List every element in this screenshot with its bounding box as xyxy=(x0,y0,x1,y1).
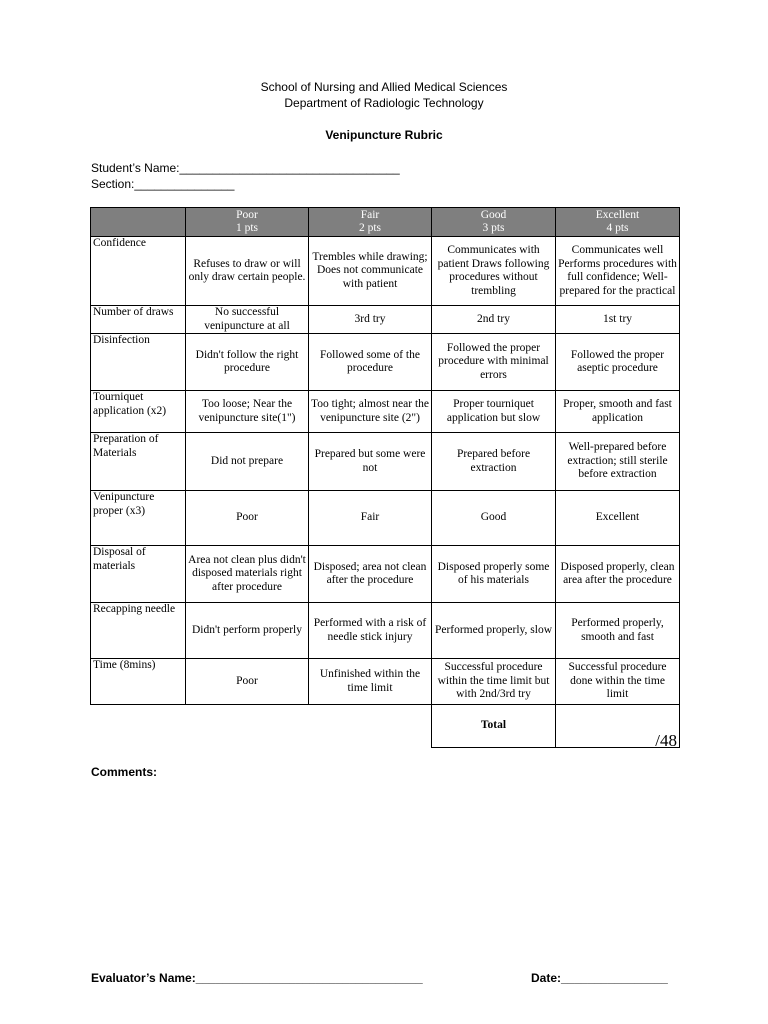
rubric-cell-excellent: Followed the proper aseptic procedure xyxy=(556,334,680,391)
rubric-header-row xyxy=(91,208,680,237)
rubric-cell-fair: Followed some of the procedure xyxy=(309,334,432,391)
blank-cell xyxy=(91,705,186,748)
rubric-cell-good: Performed properly, slow xyxy=(432,603,556,659)
level-name: Fair xyxy=(360,209,380,221)
rubric-title: Venipuncture Rubric xyxy=(325,128,443,142)
evaluator-name-field[interactable]: Evaluator’s Name:__________________________________ xyxy=(91,971,423,985)
rubric-cell-excellent: Communicates well Performs procedures with full confidence; Well-prepared for the practical xyxy=(556,237,680,306)
rubric-cell-poor: Didn't perform properly xyxy=(186,603,309,659)
blank-cell xyxy=(309,705,432,748)
rubric-cell-good: Proper tourniquet application but slow xyxy=(432,391,556,433)
rubric-row-tourniquet xyxy=(91,391,680,433)
department-name: Department of Radiologic Technology xyxy=(284,96,484,110)
rubric-row-recapping xyxy=(91,603,680,659)
rubric-row-number-of-draws xyxy=(91,306,680,334)
rubric-cell-fair: Unfinished within the time limit xyxy=(309,659,432,705)
rubric-cell-excellent: Performed properly, smooth and fast xyxy=(556,603,680,659)
rubric-row-confidence xyxy=(91,237,680,306)
rubric-table xyxy=(90,207,680,748)
rubric-cell-good: Communicates with patient Draws following procedures without trembling xyxy=(432,237,556,306)
criterion-label: Disinfection xyxy=(91,334,186,391)
comments-label: Comments: xyxy=(91,765,158,779)
student-name-field[interactable]: Student’s Name:_________________________________ xyxy=(91,161,400,175)
rubric-cell-excellent: Proper, smooth and fast application xyxy=(556,391,680,433)
criterion-label: Recapping needle xyxy=(91,603,186,659)
rubric-cell-excellent: 1st try xyxy=(556,306,680,334)
rubric-cell-poor: Did not prepare xyxy=(186,433,309,491)
rubric-cell-excellent: Excellent xyxy=(556,491,680,546)
section-field[interactable]: Section:_______________ xyxy=(91,177,235,191)
rubric-cell-good: Good xyxy=(432,491,556,546)
rubric-cell-poor: Too loose; Near the venipuncture site(1") xyxy=(186,391,309,433)
rubric-cell-fair: Prepared but some were not xyxy=(309,433,432,491)
total-label: Total xyxy=(432,705,556,748)
rubric-cell-poor: Area not clean plus didn't disposed materials right after procedure xyxy=(186,546,309,603)
rubric-cell-poor: Poor xyxy=(186,659,309,705)
rubric-cell-fair: Performed with a risk of needle stick injury xyxy=(309,603,432,659)
criterion-header xyxy=(91,208,186,237)
rubric-cell-good: Successful procedure within the time limit but with 2nd/3rd try xyxy=(432,659,556,705)
criterion-label: Confidence xyxy=(91,237,186,306)
criterion-label: Venipuncture proper (x3) xyxy=(91,491,186,546)
rubric-cell-excellent: Disposed properly, clean area after the procedure xyxy=(556,546,680,603)
level-header-excellent xyxy=(556,208,680,237)
level-pts: 2 pts xyxy=(358,222,382,234)
rubric-row-time xyxy=(91,659,680,705)
level-pts: 3 pts xyxy=(482,222,505,234)
blank-cell xyxy=(186,705,309,748)
criterion-label: Time (8mins) xyxy=(91,659,186,705)
level-name: Poor xyxy=(236,209,258,221)
level-header-poor xyxy=(186,208,309,237)
rubric-cell-good: Followed the proper procedure with minimal errors xyxy=(432,334,556,391)
rubric-cell-fair: Disposed; area not clean after the procedure xyxy=(309,546,432,603)
rubric-total-row xyxy=(91,705,680,748)
rubric-row-venipuncture-proper xyxy=(91,491,680,546)
criterion-label: Tourniquet application (x2) xyxy=(91,391,186,433)
rubric-cell-good: 2nd try xyxy=(432,306,556,334)
rubric-cell-good: Disposed properly some of his materials xyxy=(432,546,556,603)
level-header-good xyxy=(432,208,556,237)
rubric-row-disposal xyxy=(91,546,680,603)
rubric-row-disinfection xyxy=(91,334,680,391)
rubric-cell-fair: 3rd try xyxy=(309,306,432,334)
date-field[interactable]: Date:________________ xyxy=(531,971,668,985)
level-name: Good xyxy=(480,209,507,221)
rubric-cell-fair: Fair xyxy=(309,491,432,546)
rubric-cell-fair: Trembles while drawing; Does not communicate with patient xyxy=(309,237,432,306)
rubric-cell-excellent: Well-prepared before extraction; still sterile before extraction xyxy=(556,433,680,491)
rubric-cell-poor: Refuses to draw or will only draw certain people. xyxy=(186,237,309,306)
school-name: School of Nursing and Allied Medical Sciences xyxy=(260,80,508,94)
rubric-row-preparation xyxy=(91,433,680,491)
level-header-fair xyxy=(309,208,432,237)
rubric-cell-poor: Poor xyxy=(186,491,309,546)
rubric-cell-poor: Didn't follow the right procedure xyxy=(186,334,309,391)
criterion-label: Number of draws xyxy=(91,306,186,334)
criterion-label: Preparation of Materials xyxy=(91,433,186,491)
rubric-cell-good: Prepared before extraction xyxy=(432,433,556,491)
level-pts: 4 pts xyxy=(606,222,629,234)
rubric-cell-excellent: Successful procedure done within the time limit xyxy=(556,659,680,705)
total-score: /48 xyxy=(556,705,680,748)
level-pts: 1 pts xyxy=(235,222,259,234)
level-name: Excellent xyxy=(595,209,640,221)
rubric-cell-poor: No successful venipuncture at all xyxy=(186,306,309,334)
criterion-label: Disposal of materials xyxy=(91,546,186,603)
rubric-cell-fair: Too tight; almost near the venipuncture site (2") xyxy=(309,391,432,433)
